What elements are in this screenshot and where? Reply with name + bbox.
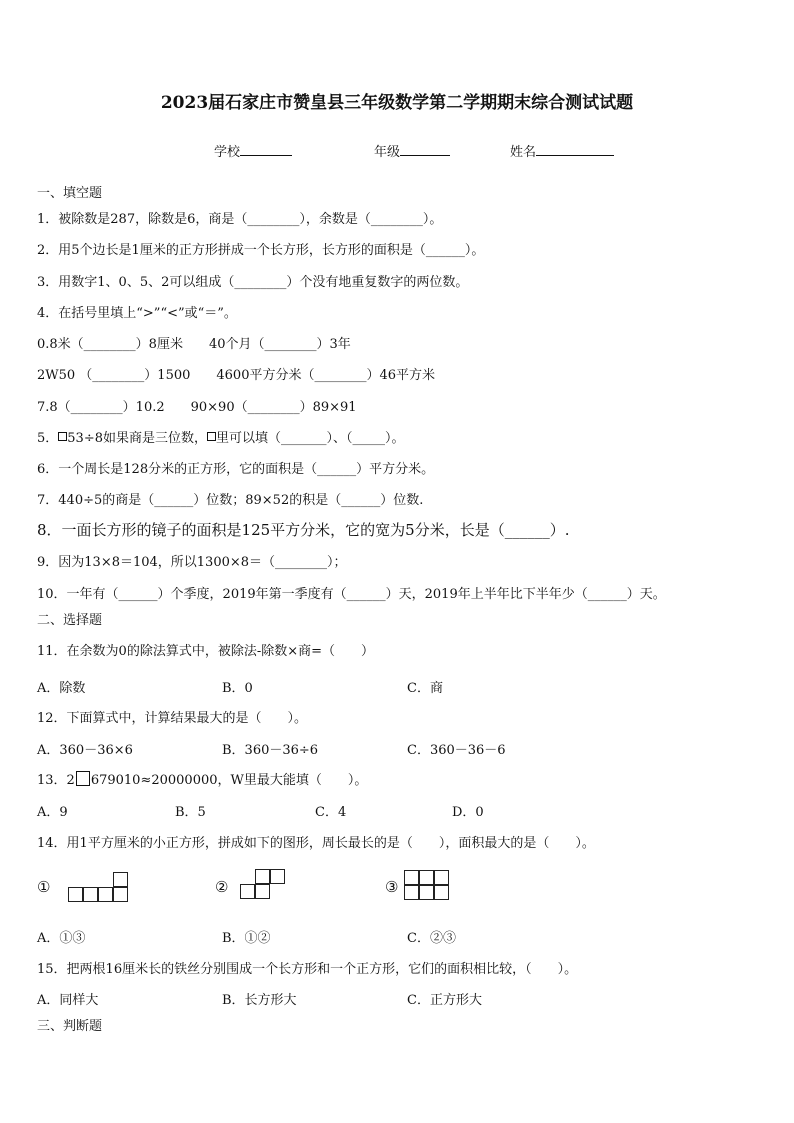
question-11-option-b[interactable]: B．0 [222, 681, 253, 696]
school-blank[interactable] [240, 142, 292, 156]
question-14: 14．用1平方厘米的小正方形，拼成如下的图形，周长最长的是（ ），面积最大的是（ ）。 [37, 836, 595, 851]
question-4-row-3: 7.8（________）10.2 90×90（________）89×91 [37, 400, 357, 415]
question-3: 3．用数字1、0、5、2可以组成（________）个没有地重复数字的两位数。 [37, 275, 469, 290]
question-7: 7．440÷5的商是（______）位数；89×52的积是（______）位数. [37, 493, 424, 508]
figure-3-label: ③ [385, 878, 399, 896]
box-icon [76, 771, 90, 786]
box-icon [207, 432, 216, 441]
question-5-text-2: 里可以填（_______）、（_____）。 [216, 431, 405, 446]
question-11-option-c[interactable]: C．商 [407, 681, 443, 696]
figure-2-label: ② [215, 878, 229, 896]
question-6: 6．一个周长是128分米的正方形，它的面积是（______）平方分米。 [37, 462, 435, 477]
question-10: 10．一年有（______）个季度，2019年第一季度有（______）天，2019年上半年比下半年少（______）天。 [37, 587, 666, 602]
question-15: 15．把两根16厘米长的铁丝分别围成一个长方形和一个正方形，它们的面积相比较，（ ）。 [37, 962, 578, 977]
question-13-option-d[interactable]: D．0 [452, 805, 484, 820]
question-9: 9．因为13×8＝104，所以1300×8＝（________）； [37, 555, 347, 570]
name-field [510, 141, 614, 160]
grade-blank[interactable] [400, 142, 450, 156]
question-5-text: 53÷8如果商是三位数， [67, 431, 207, 446]
section-fill-blank: 一、填空题 [37, 186, 103, 201]
figure-1-shape [68, 872, 132, 902]
question-2: 2．用5个边长是1厘米的正方形拼成一个长方形，长方形的面积是（______）。 [37, 243, 485, 258]
question-14-option-a[interactable]: A．①③ [37, 931, 86, 946]
question-15-option-c[interactable]: C．正方形大 [407, 993, 482, 1008]
question-12-option-a[interactable]: A．360－36×6 [37, 743, 133, 758]
school-label: 学校 [214, 145, 241, 160]
question-15-option-b[interactable]: B．长方形大 [222, 993, 297, 1008]
name-label: 姓名 [510, 145, 537, 160]
box-icon [58, 432, 67, 441]
question-11-option-a[interactable]: A．除数 [37, 681, 86, 696]
question-1: 1．被除数是287，除数是6，商是（________），余数是（________）。 [37, 212, 443, 227]
question-13 [37, 769, 367, 788]
question-13-option-a[interactable]: A．9 [37, 805, 68, 820]
section-true-false: 三、判断题 [37, 1019, 103, 1034]
school-field [214, 141, 292, 160]
page-title: 2023届石家庄市赞皇县三年级数学第二学期期末综合测试试题 [160, 93, 634, 113]
question-8: 8．一面长方形的镜子的面积是125平方分米，它的宽为5分米，长是（______）. [37, 521, 570, 539]
figure-3-shape [404, 870, 452, 902]
question-13-option-c[interactable]: C．4 [315, 805, 347, 820]
question-13-text: 679010≈20000000，W里最大能填（ ）。 [90, 773, 368, 788]
question-12-option-b[interactable]: B．360－36÷6 [222, 743, 319, 758]
figure-1-label: ① [37, 878, 51, 896]
figure-2-shape [240, 869, 290, 899]
question-14-option-c[interactable]: C．②③ [407, 931, 456, 946]
question-5-number: 5． [37, 431, 59, 446]
grade-field [374, 141, 450, 160]
grade-label: 年级 [374, 145, 401, 160]
question-4-row-1: 0.8米（________）8厘米 40个月（________）3年 [37, 337, 351, 352]
section-multiple-choice: 二、选择题 [37, 613, 103, 628]
question-5 [37, 427, 405, 446]
question-12-option-c[interactable]: C．360－36－6 [407, 743, 506, 758]
question-4: 4．在括号里填上“>”“<”或“＝”。 [37, 306, 237, 321]
name-blank[interactable] [536, 142, 614, 156]
question-13-option-b[interactable]: B．5 [175, 805, 206, 820]
question-13-number: 13．2 [37, 773, 75, 788]
question-15-option-a[interactable]: A．同样大 [37, 993, 99, 1008]
question-11: 11．在余数为0的除法算式中，被除法-除数×商=（ ） [37, 644, 374, 659]
question-14-option-b[interactable]: B．①② [222, 931, 271, 946]
question-12: 12．下面算式中，计算结果最大的是（ ）。 [37, 711, 308, 726]
question-4-row-2: 2W50 （________）1500 4600平方分米（________）46平方米 [37, 368, 436, 383]
